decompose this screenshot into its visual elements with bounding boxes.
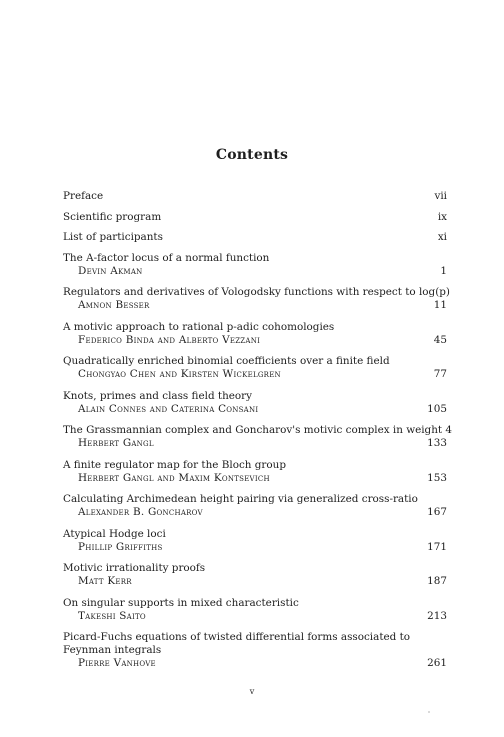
entry-author: Takeshi Saito [78, 609, 146, 622]
entry-title: Knots, primes and class field theory [63, 389, 253, 402]
table-of-contents [63, 190, 452, 679]
toc-entry [63, 231, 447, 244]
page-number: xi [437, 231, 447, 243]
folio-page-number: v [249, 687, 255, 696]
page-number: vii [434, 190, 447, 202]
entry-title: A motivic approach to rational p-adic cohomologies [63, 320, 335, 333]
toc-entry [63, 321, 447, 347]
entry-title: Quadratically enriched binomial coefficients over a finite field [63, 355, 390, 367]
page-number: 171 [427, 540, 447, 553]
entry-author: Chongyao Chen and Kirsten Wickelgren [78, 368, 281, 380]
entry-author: Herbert Gangl [78, 437, 154, 449]
entry-author: Pierre Vanhove [78, 657, 156, 669]
entry-title: List of participants [63, 231, 163, 243]
toc-entry [63, 211, 447, 224]
toc-entry [63, 597, 447, 623]
toc-entry [63, 562, 447, 588]
entry-title: Scientific program [63, 210, 162, 223]
entry-title: The Grassmannian complex and Goncharov's motivic complex in weight 4 [63, 424, 452, 436]
entry-title: Regulators and derivatives of Vologodsky functions with respect to log(p) [63, 286, 450, 298]
toc-entry [63, 493, 447, 519]
entry-title: Atypical Hodge loci [63, 527, 166, 540]
entry-title: Motivic irrationality proofs [63, 562, 206, 574]
toc-entry [63, 190, 447, 203]
page-number: 133 [427, 437, 447, 449]
page-number: 167 [427, 506, 447, 518]
entry-author: Matt Kerr [78, 575, 132, 587]
entry-author: Herbert Gangl and Maxim Kontsevich [78, 471, 270, 484]
entry-title: Calculating Archimedean height pairing via generalized cross-ratio [63, 493, 418, 505]
page-number: 153 [427, 471, 447, 484]
entry-author: Amnon Besser [78, 299, 150, 311]
entry-title: A finite regulator map for the Bloch group [63, 458, 286, 471]
entry-title: The A-factor locus of a normal function [63, 251, 270, 264]
page-number: 213 [427, 609, 447, 622]
page-number: 105 [427, 402, 447, 415]
toc-entry [63, 459, 447, 485]
toc-entry [63, 286, 450, 312]
page-number: 261 [427, 657, 447, 669]
scan-speck [428, 711, 430, 713]
page-number: 45 [433, 333, 447, 346]
toc-entry [63, 390, 447, 416]
toc-entry [63, 528, 447, 554]
entry-author: Federico Binda and Alberto Vezzani [78, 333, 261, 346]
toc-entry [63, 252, 447, 278]
entry-author: Alexander B. Goncharov [78, 506, 203, 518]
page-number: 11 [433, 299, 447, 311]
page-number: 187 [427, 575, 447, 587]
toc-entry [63, 424, 452, 450]
page-number: 1 [440, 264, 447, 277]
entry-author: Phillip Griffiths [78, 540, 163, 553]
page-number: ix [437, 210, 447, 223]
entry-title: On singular supports in mixed characteristic [63, 596, 299, 609]
page-title: Contents [215, 147, 289, 163]
entry-author: Alain Connes and Caterina Consani [78, 402, 259, 415]
page-number: 77 [433, 368, 447, 380]
toc-entry [63, 355, 447, 381]
toc-entry [63, 631, 447, 670]
entry-title: Picard-Fuchs equations of twisted differential forms associated to Feynman integrals [63, 631, 411, 656]
entry-title: Preface [63, 190, 104, 202]
entry-author: Devin Akman [78, 264, 143, 277]
